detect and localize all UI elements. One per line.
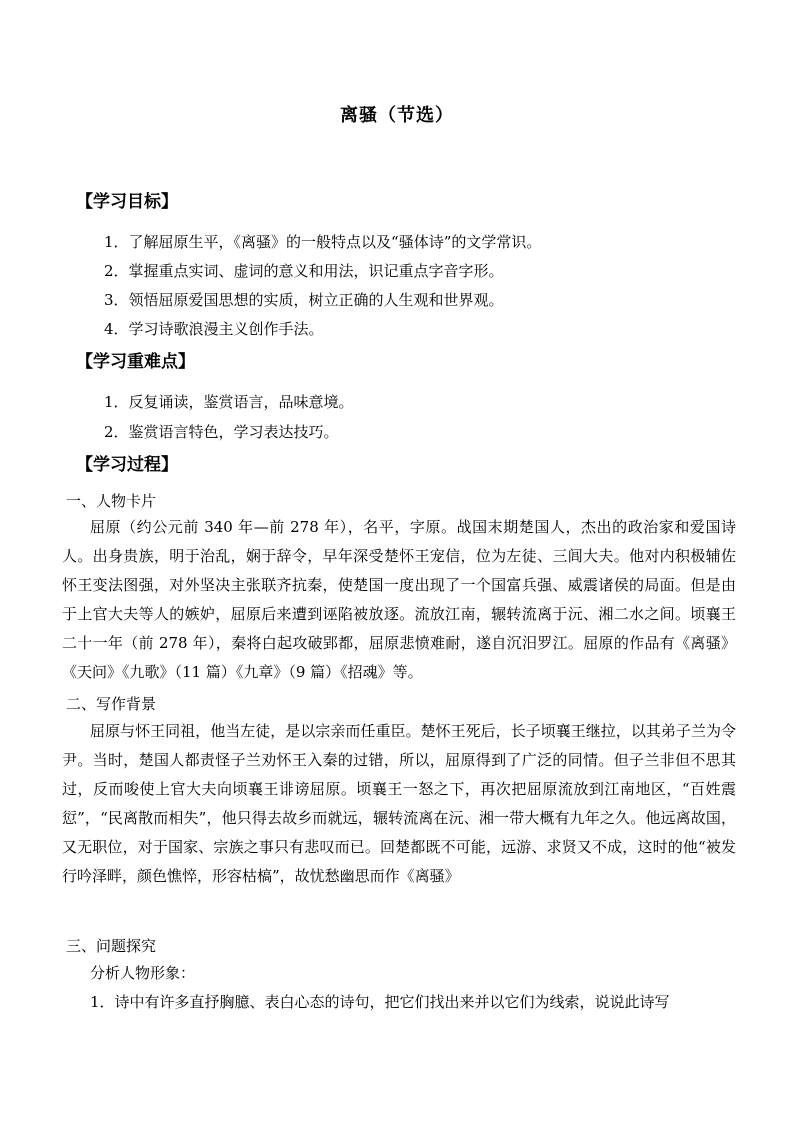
part2-heading: 二、写作背景	[66, 695, 157, 713]
keypoint-item-2: 2．鉴赏语言特色，学习表达技巧。	[104, 423, 339, 441]
keypoint-item-1: 1．反复诵读，鉴赏语言，品味意境。	[104, 393, 354, 411]
keypoints-heading: 【学习重难点】	[76, 352, 195, 372]
process-heading: 【学习过程】	[76, 455, 178, 475]
goal-item-2: 2．掌握重点实词、虚词的意义和用法，识记重点字音字形。	[104, 262, 504, 280]
part2-paragraph: 屈原与怀王同祖，他当左徒，是以宗亲而任重臣。楚怀王死后，长子顷襄王继拉，以其弟子兰为令尹。当时，楚国人都责怪子兰劝怀王入秦的过错，所以，屈原得到了广泛的同情。但子兰非但不思其过，反而唆使上官大夫向顷襄王诽谤屈原。顷襄王一怒之下，再次把屈原流放到江南地区，“百姓震愆”，“民离散而相失”，他只得去故乡而就远，辗转流离在沅、湘一带大概有九年之久。他远离故国，又无职位，对于国家、宗族之事只有悲叹而已。回楚都既不可能，远游、求贤又不成，这时的他“被发行吟泽畔，颜色憔悴，形容枯槁”，故忧愁幽思而作《离骚》	[62, 722, 736, 885]
part3-heading: 三、问题探究	[66, 937, 157, 955]
part1-heading: 一、人物卡片	[66, 492, 157, 510]
goal-item-1: 1．了解屈原生平，《离骚》的一般特点以及“骚体诗”的文学常识。	[104, 233, 542, 251]
goals-heading: 【学习目标】	[76, 192, 178, 212]
document-title: 离骚（节选）	[340, 105, 454, 126]
part3-question-1: 1．诗中有许多直抒胸臆、表白心态的诗句，把它们找出来并以它们为线索，说说此诗写	[90, 993, 670, 1011]
part3-intro: 分析人物形象：	[90, 964, 196, 982]
goal-item-3: 3．领悟屈原爱国思想的实质，树立正确的人生观和世界观。	[104, 291, 504, 309]
part1-paragraph: 屈原（约公元前 340 年—前 278 年），名平，字原。战国末期楚国人，杰出的政治家和爱国诗人。出身贵族，明于治乱，娴于辞令，早年深受楚怀王宠信，位为左徒、三闾大夫。他对内积极辅佐怀王变法图强，对外坚决主张联齐抗秦，使楚国一度出现了一个国富兵强、威震诸侯的局面。但是由于上官大夫等人的嫉妒，屈原后来遭到诬陷被放逐。流放江南，辗转流离于沅、湘二水之间。顷襄王二十一年（前 278 年），秦将白起攻破郢都，屈原悲愤难耐，遂自沉汨罗江。屈原的作品有《离骚》《天问》《九歌》（11 篇）《九章》（9 篇）《招魂》等。	[62, 518, 736, 681]
goal-item-4: 4．学习诗歌浪漫主义创作手法。	[104, 320, 324, 338]
